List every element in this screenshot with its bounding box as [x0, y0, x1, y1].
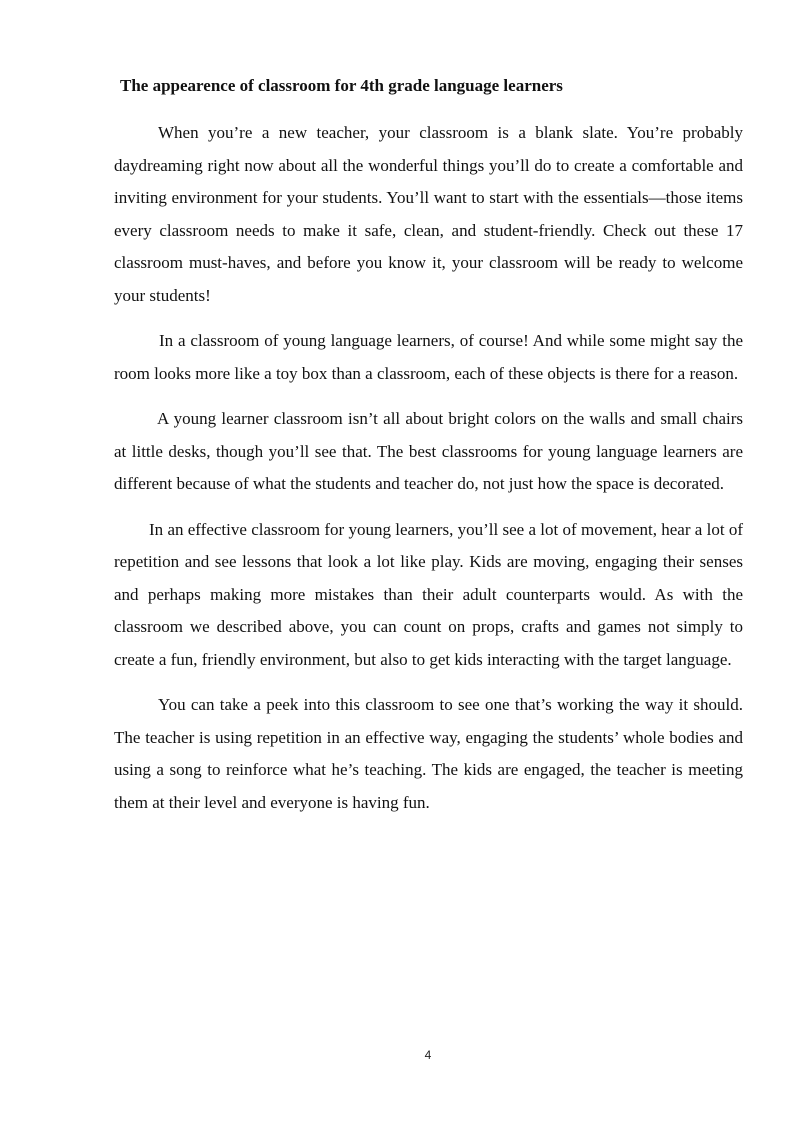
- paragraph-effective-classroom: In an effective classroom for young learners, you’ll see a lot of movement, hear a lot of repetition and see lessons that look a lot like play. Kids are moving, engaging their senses and perhaps making more mistakes than their adult counterparts would. As with the classroom we described above, you can count on props, crafts and games not simply to create a fun, friendly environment, but also to get kids interacting with the target language.: [114, 519, 743, 669]
- paragraph-new-teacher: When you’re a new teacher, your classroom is a blank slate. You’re probably daydreaming right now about all the wonderful things you’ll do to create a comfortable and inviting environment for your students. You’ll want to start with the essentials—those items every classroom needs to make it safe, clean, and student-friendly. Check out these 17 classroom must-haves, and before you know it, your classroom will be ready to welcome your students!: [114, 123, 743, 305]
- paragraph-classroom-differences: A young learner classroom isn’t all about bright colors on the walls and small chairs at little desks, though you’ll see that. The best classrooms for young language learners are different because of what the students and teacher do, not just how the space is decorated.: [114, 409, 743, 493]
- document-body: [114, 117, 743, 832]
- page-number: 4: [424, 1048, 432, 1062]
- document-heading: The appearence of classroom for 4th grade language learners: [120, 76, 563, 95]
- paragraph-young-learners-room: In a classroom of young language learners, of course! And while some might say the room looks more like a toy box than a classroom, each of these objects is there for a reason.: [114, 331, 743, 383]
- paragraph-classroom-example: You can take a peek into this classroom to see one that’s working the way it should. The teacher is using repetition in an effective way, engaging the students’ whole bodies and using a song to reinforce what he’s teaching. The kids are engaged, the teacher is meeting them at their level and everyone is having fun.: [114, 695, 743, 812]
